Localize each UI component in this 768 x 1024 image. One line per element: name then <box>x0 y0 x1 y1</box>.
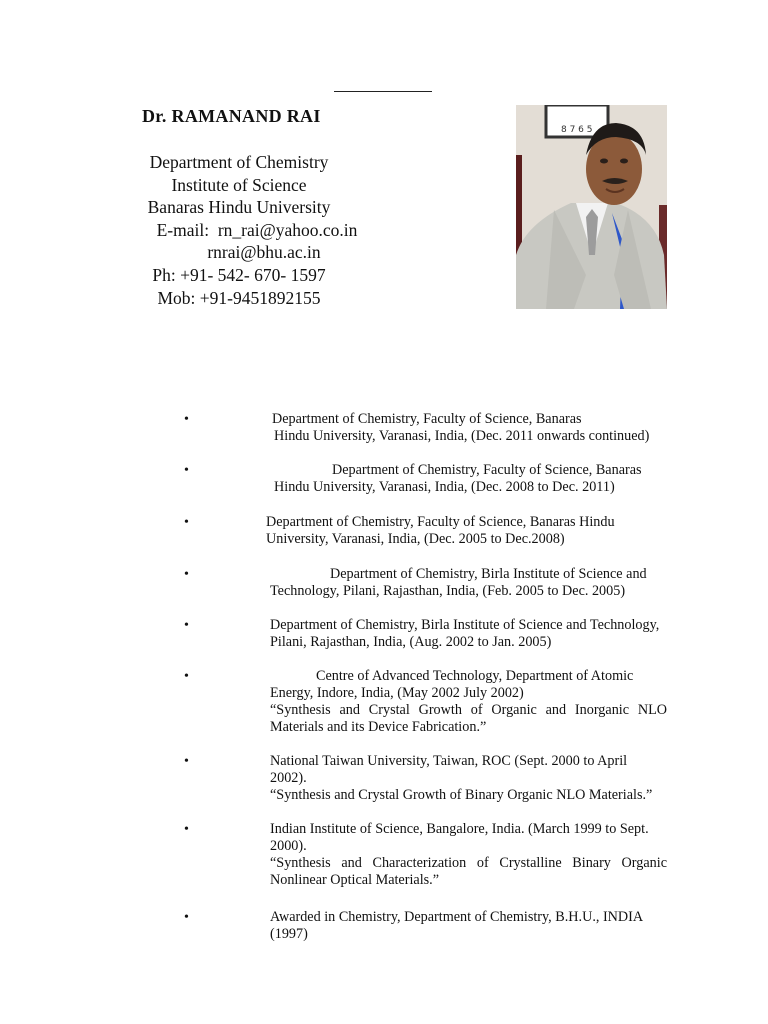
profile-photo-graphic <box>516 105 667 309</box>
entry-line: 2000). <box>270 838 307 854</box>
entry-line: Department of Chemistry, Birla Institute of Science and Technology, <box>270 617 660 633</box>
entry-line: Materials and its Device Fabrication.” <box>270 719 487 735</box>
entry-line: National Taiwan University, Taiwan, ROC (Sept. 2000 to April <box>270 753 628 769</box>
entry-line: Department of Chemistry, Faculty of Science, Banaras <box>332 462 642 478</box>
bullet: • <box>184 910 189 925</box>
person-name: Dr. RAMANAND RAI <box>142 106 321 126</box>
entry-line: (1997) <box>270 926 308 942</box>
phone: Ph: +91- 542- 670- 1597 <box>152 264 326 285</box>
department: Department of Chemistry <box>149 152 329 172</box>
top-rule <box>334 91 432 92</box>
contact-block <box>100 151 378 309</box>
profile-photo <box>516 105 667 309</box>
bullet: • <box>184 463 189 478</box>
bullet: • <box>184 515 189 530</box>
bullet: • <box>184 822 189 837</box>
entry-line: “Synthesis and Crystal Growth of Organic and Inorganic NLO <box>270 702 667 718</box>
mobile: Mob: +91-9451892155 <box>157 287 321 308</box>
entry-line: Energy, Indore, India, (May 2002 July 2002) <box>270 685 524 701</box>
svg-text:8 7 6 5: 8 7 6 5 <box>561 125 593 135</box>
email-secondary: rnrai@bhu.ac.in <box>207 242 321 263</box>
bullet: • <box>184 567 189 582</box>
entry-line: University, Varanasi, India, (Dec. 2005 to Dec.2008) <box>266 531 565 547</box>
entry-line: “Synthesis and Crystal Growth of Binary Organic NLO Materials.” <box>270 787 653 803</box>
entry-line: Department of Chemistry, Faculty of Science, Banaras <box>272 411 582 427</box>
bullet: • <box>184 618 189 633</box>
bullet: • <box>184 669 189 684</box>
email-primary: E-mail: rn_rai@yahoo.co.in <box>156 219 358 240</box>
entry-line: “Synthesis and Characterization of Crystalline Binary Organic <box>270 855 667 871</box>
entry-line: Pilani, Rajasthan, India, (Aug. 2002 to Jan. 2005) <box>270 634 552 650</box>
entry-line: 2002). <box>270 770 307 786</box>
entry-line: Awarded in Chemistry, Department of Chemistry, B.H.U., INDIA <box>270 909 644 925</box>
entry-line: Centre of Advanced Technology, Department of Atomic <box>316 668 634 684</box>
entry-line: Nonlinear Optical Materials.” <box>270 872 440 888</box>
entry-line: Indian Institute of Science, Bangalore, India. (March 1999 to Sept. <box>270 821 649 837</box>
entry-line: Department of Chemistry, Faculty of Science, Banaras Hindu <box>266 514 615 530</box>
university: Banaras Hindu University <box>147 197 331 218</box>
entry-line: Hindu University, Varanasi, India, (Dec. 2011 onwards continued) <box>274 428 650 444</box>
institute: Institute of Science <box>171 174 307 195</box>
entry-line: Hindu University, Varanasi, India, (Dec. 2008 to Dec. 2011) <box>274 479 615 495</box>
bullet: • <box>184 754 189 769</box>
entry-line: Department of Chemistry, Birla Institute of Science and <box>330 566 647 582</box>
entry-line: Technology, Pilani, Rajasthan, India, (Feb. 2005 to Dec. 2005) <box>270 583 626 599</box>
bullet: • <box>184 412 189 427</box>
